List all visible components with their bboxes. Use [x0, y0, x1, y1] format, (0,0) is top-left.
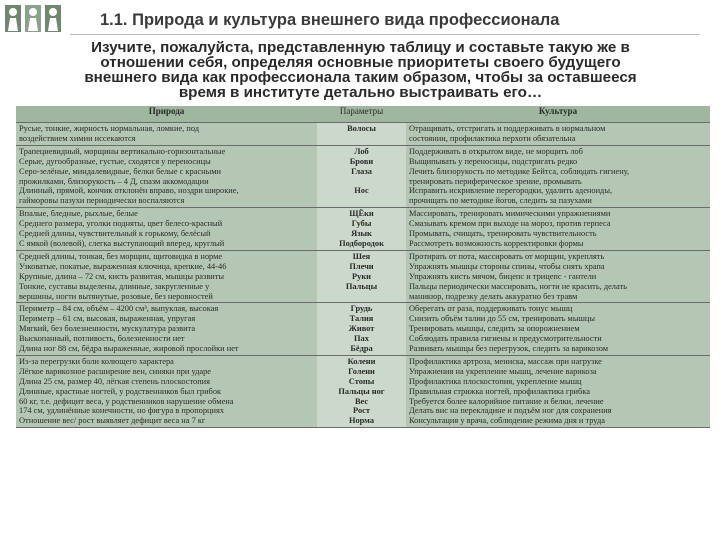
cell-line: Среднего размера, уголки подняты, цвет белесо-красный: [19, 219, 223, 229]
parameter-cell: [317, 355, 406, 427]
cell-line: Отношение вес/ рост выявляет дефицит веса на 7 кг: [19, 416, 206, 426]
cell-line: Рост: [353, 406, 370, 416]
nature-cell: [16, 145, 317, 207]
cell-line: Упражнять мышцы стороны спины, чтобы снять храпа: [409, 261, 605, 271]
cell-line: Тонкие, суставы выделены, длинные, закругленные у: [19, 281, 210, 291]
cell-line: Исправить искривление перегородки, удалить аденоиды,: [409, 186, 613, 196]
cell-line: Нос: [354, 186, 369, 196]
cell-line: состоянии, профилактика перхоти обязательна: [409, 133, 576, 143]
cell-line: вершины, ногти вытянутые, розовые, без неровностей: [19, 291, 213, 301]
cell-line: Длинный, прямой, кончик отклонён вправо, ноздри широкие,: [19, 186, 239, 196]
cell-line: Подбородок: [339, 238, 384, 248]
cell-line: Требуется более калорийное питание и белки, лечение: [409, 396, 604, 406]
cell-line: прожилками, близорукость – 4 Д, спазм аккомодации: [19, 176, 209, 186]
instruction-line: внешнего вида как профессионала таким образом, чтобы за оставшееся: [84, 69, 637, 86]
cell-line: воздействием химии иссекаются: [19, 133, 136, 143]
culture-cell: [406, 208, 710, 251]
cell-line: Шея: [352, 251, 371, 261]
cell-line: Вес: [354, 396, 369, 406]
table-row: [16, 303, 710, 356]
cell-line: Упражнения на укрепление мышц, лечение варикоза: [409, 366, 597, 376]
cell-line: Пальцы: [345, 281, 378, 291]
cell-line: Профилактика артроза, мениска, массаж при нагрузке: [409, 356, 602, 366]
nature-cell: [16, 208, 317, 251]
nature-cell: [16, 123, 317, 146]
cell-line: 174 см, удлинённые конечности, но фигура в пропорциях: [19, 406, 225, 416]
cell-line: Живот: [348, 324, 375, 334]
cell-line: Оберегать от раза, поддерживать тонус мышц: [409, 304, 573, 314]
cell-line: Глаза: [351, 166, 372, 176]
table-row: [16, 123, 710, 146]
nature-cell: [16, 355, 317, 427]
cell-line: Снизить объём талии до 55 см, тренировать мышцы: [409, 314, 596, 324]
cell-line: Брови: [349, 156, 374, 166]
cell-line: Язык: [351, 229, 372, 239]
cell-line: Смазывать кремом при выходе на мороз, против герпеса: [409, 219, 611, 229]
cell-line: Длинные, крастные ногтей, у родственников был грибок: [19, 386, 222, 396]
cell-line: Волосы: [347, 124, 376, 133]
cell-line: Губы: [351, 219, 372, 229]
cell-line: Развивать мышцы без перегрузок, следить за варикозом: [409, 344, 609, 354]
cell-line: Пальцы периодически массировать, ногти не красить, делать: [409, 281, 627, 291]
cell-line: Упражнять кисть мячом, бицепс и трицепс - гантели: [409, 271, 597, 281]
table-row: [16, 355, 710, 427]
cell-line: Протирать от пота, массировать от морщин, укреплять: [409, 251, 605, 261]
cell-line: Трапециевидный, морщины вертикально-горизонтальные: [19, 146, 226, 156]
cell-line: Плечи: [349, 261, 374, 271]
cell-line: [320, 196, 403, 206]
cell-line: Голени: [348, 366, 375, 376]
cell-line: Пах: [354, 334, 369, 344]
table-header-row: [16, 106, 710, 123]
culture-cell: [406, 145, 710, 207]
cell-line: Грудь: [350, 304, 373, 314]
cell-line: маникюр, подрезку делать аккуратно без травм: [409, 291, 578, 301]
cell-line: Серо-зелёные, миндалевидные, белки белые с красными: [19, 166, 221, 176]
cell-line: Выщипывать у переносицы, подстригать редко: [409, 156, 578, 166]
cell-line: Выскопанный, потливость, болезненности нет: [19, 334, 185, 344]
cell-line: Поддерживать в открытом виде, не морщить лоб: [409, 146, 583, 156]
cell-line: С ямкой (волевой), слегка выступающий вперед, круглый: [19, 238, 225, 248]
cell-line: 60 кг, т.е. дефицит веса, у родственников нарушение обмена: [19, 396, 234, 406]
nature-cell: [16, 303, 317, 356]
cell-line: Серые, дугообразные, густые, сходятся у переносицы: [19, 156, 211, 166]
cell-line: Профилактика плоскостопия, укрепление мышц: [409, 376, 582, 386]
cell-line: Рассмотреть возможность корректировки формы: [409, 238, 584, 248]
table-row: [16, 208, 710, 251]
cell-line: ЩЁки: [349, 209, 374, 219]
cell-line: Стопы: [348, 376, 375, 386]
cell-line: [320, 292, 403, 302]
header-parameters: Параметры: [317, 106, 406, 123]
cell-line: Руки: [352, 271, 371, 281]
cell-line: Из-за перегрузки боли колющего характера: [19, 356, 174, 366]
title-divider: [70, 34, 700, 35]
parameter-cell: [317, 123, 406, 146]
nature-cell: [16, 250, 317, 303]
cell-line: Отращивать, отстригать и поддерживать в нормальном: [409, 124, 606, 133]
culture-cell: [406, 250, 710, 303]
instruction-line: время в институте детально выстраивать его…: [178, 84, 543, 101]
cell-line: Лечить близорукость по методике Бейтса, соблюдать гигиену,: [409, 166, 630, 176]
cell-line: Пальцы ног: [338, 386, 385, 396]
cell-line: Средней длины, чувствительный к горькому, белёсый: [19, 229, 211, 239]
cell-line: тренировать периферическое зрение, промывать: [409, 176, 582, 186]
table-row: [16, 250, 710, 303]
parameter-cell: [317, 303, 406, 356]
cell-line: Русые, тонкие, жирность нормальная, ломкие, под: [19, 124, 200, 133]
cell-line: Колени: [347, 356, 376, 366]
cell-line: Соблюдать правила гигиены и предусмотрительности: [409, 334, 602, 344]
table-row: [16, 145, 710, 207]
parameter-cell: [317, 208, 406, 251]
instruction-line: Изучите, пожалуйста, представленную таблицу и составьте такую же в: [91, 39, 630, 56]
cell-line: гайморовы пазухи периодически воспаляются: [19, 196, 185, 206]
people-logo-icon: [4, 3, 62, 35]
cell-line: Талия: [349, 314, 374, 324]
cell-line: Лоб: [354, 146, 369, 156]
priorities-table: [16, 106, 710, 428]
cell-line: Делать вис на перекладине и подъём ног для сохранения: [409, 406, 612, 416]
cell-line: Периметр – 84 см, объём – 4200 см³, выпуклая, высокая: [19, 304, 219, 314]
instruction-text: [18, 40, 703, 100]
cell-line: Мягкий, без болезненности, мускулатура развита: [19, 324, 196, 334]
culture-cell: [406, 355, 710, 427]
cell-line: Периметр – 61 см, высокая, выраженная, упругая: [19, 314, 196, 324]
cell-line: Массировать, тренировать мимическими упражнениями: [409, 209, 611, 219]
logo: [4, 3, 62, 35]
cell-line: Лёгкое варикозное расширение вен, синяки при ударе: [19, 366, 212, 376]
cell-line: [320, 177, 403, 187]
header-culture: Культура: [406, 106, 710, 123]
parameter-cell: [317, 145, 406, 207]
cell-line: Средней длины, тонкая, без морщин, щитовидка в норме: [19, 251, 223, 261]
cell-line: Бёдра: [350, 344, 373, 354]
header-nature: Природа: [16, 106, 317, 123]
culture-cell: [406, 123, 710, 146]
page-title: 1.1. Природа и культура внешнего вида профессионала: [100, 11, 560, 29]
parameter-cell: [317, 250, 406, 303]
cell-line: Правильная стрижка ногтей, профилактика грибка: [409, 386, 590, 396]
instruction-line: отношении себя, определяя основные приоритеты своего будущего: [100, 54, 621, 71]
cell-line: Длина ног 88 см, бёдра выраженные, жировой прослойки нет: [19, 344, 239, 354]
cell-line: Консультация у врача, соблюдение режима дня и труда: [409, 416, 605, 426]
cell-line: прочищать по методике йогов, следить за пазухами: [409, 196, 592, 206]
cell-line: Промывать, счищать, тренировать чувствительность: [409, 229, 597, 239]
cell-line: Крупные, длина – 72 см, кисть развитая, мышцы развиты: [19, 271, 225, 281]
cell-line: Впалые, бледные, рыхлые, белые: [19, 209, 138, 219]
cell-line: Узковатые, покатые, выраженная ключица, крепкие, 44-46: [19, 261, 227, 271]
cell-line: Длина 25 см, размер 40, лёгкая степень плоскостопия: [19, 376, 211, 386]
cell-line: Норма: [348, 416, 375, 426]
culture-cell: [406, 303, 710, 356]
cell-line: Тренировать мышцы, следить за опорожнением: [409, 324, 580, 334]
